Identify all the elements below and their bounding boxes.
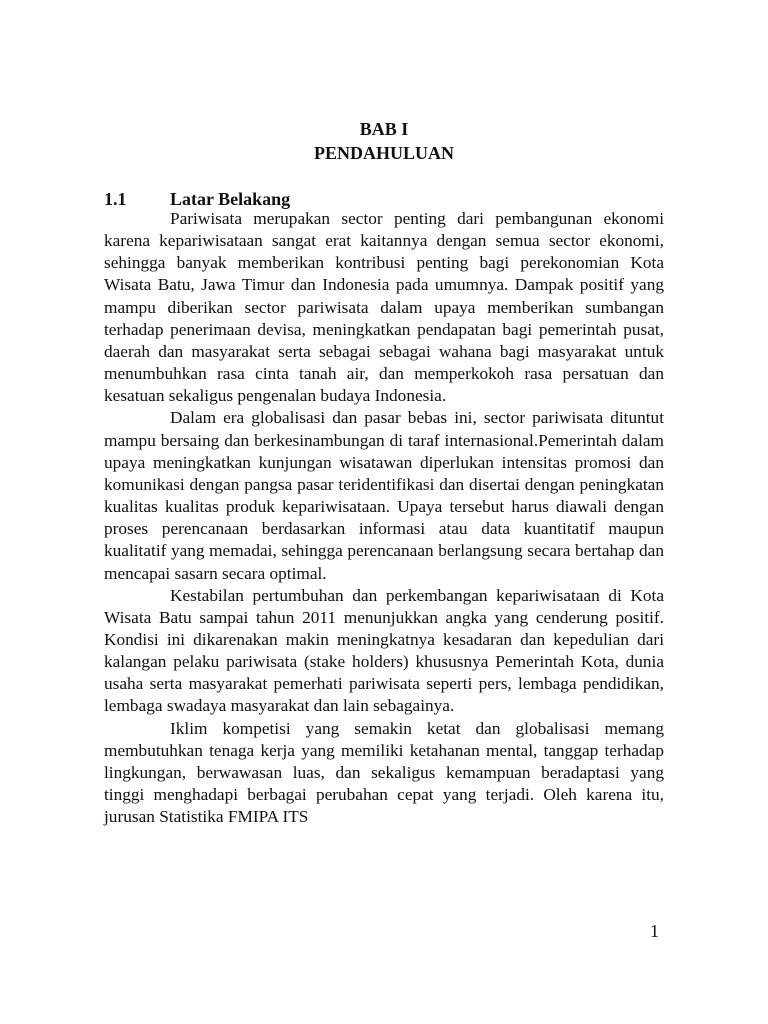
paragraph-1: Pariwisata merupakan sector penting dari pembangunan ekonomi karena kepariwisataan sangat erat kaitannya dengan semua sector ekonomi, sehingga banyak memberikan kontribusi penting bagi perekonomian Kota Wisata Batu, Jawa Timur dan Indonesia pada umumnya. Dampak positif yang mampu diberikan sector pariwisata dalam upaya memberikan sumbangan terhadap penerimaan devisa, meningkatkan pendapatan bagi pemerintah pusat, daerah dan masyarakat serta sebagai sebagai wahana bagi masyarakat untuk menumbuhkan rasa cinta tanah air, dan memperkokoh rasa persatuan dan kesatuan sekaligus pengenalan budaya Indonesia. xyxy=(104,209,664,406)
section-title: Latar Belakang xyxy=(170,189,291,209)
body-text xyxy=(104,208,664,828)
paragraph-4: Iklim kompetisi yang semakin ketat dan globalisasi memang membutuhkan tenaga kerja yang memiliki ketahanan mental, tanggap terhadap lingkungan, berwawasan luas, dan sekaligus kemampuan beradaptasi yang tinggi menghadapi berbagai perubahan cepat yang terjadi. Oleh karena itu, jurusan Statistika FMIPA ITS xyxy=(104,718,664,827)
section-number: 1.1 xyxy=(104,189,127,209)
chapter-title: PENDAHULUAN xyxy=(313,143,454,163)
chapter-number: BAB I xyxy=(359,119,409,139)
paragraph-3: Kestabilan pertumbuhan dan perkembangan kepariwisataan di Kota Wisata Batu sampai tahun 2011 menunjukkan angka yang cenderung positif. Kondisi ini dikarenakan makin meningkatnya kesadaran dan kepedulian dari kalangan pelaku pariwisata (stake holders) khususnya Pemerintah Kota, dunia usaha serta masyarakat pemerhati pariwisata seperti pers, lembaga pendidikan, lembaga swadaya masyarakat dan lain sebagainya. xyxy=(104,585,664,716)
section-heading xyxy=(104,188,290,210)
page-number: 1 xyxy=(650,921,659,941)
paragraph-2: Dalam era globalisasi dan pasar bebas ini, sector pariwisata dituntut mampu bersaing dan berkesinambungan di taraf internasional.Pemerintah dalam upaya meningkatkan kunjungan wisatawan diperlukan intensitas promosi dan komunikasi dengan pangsa pasar teridentifikasi dan disertai dengan peningkatan kualitas kualitas produk kepariwisataan. Upaya tersebut harus diawali dengan proses perencanaan berdasarkan informasi atau data kuantitatif maupun kualitatif yang memadai, sehingga perencanaan berlangsung secara bertahap dan mencapai sasarn secara optimal. xyxy=(104,408,664,583)
